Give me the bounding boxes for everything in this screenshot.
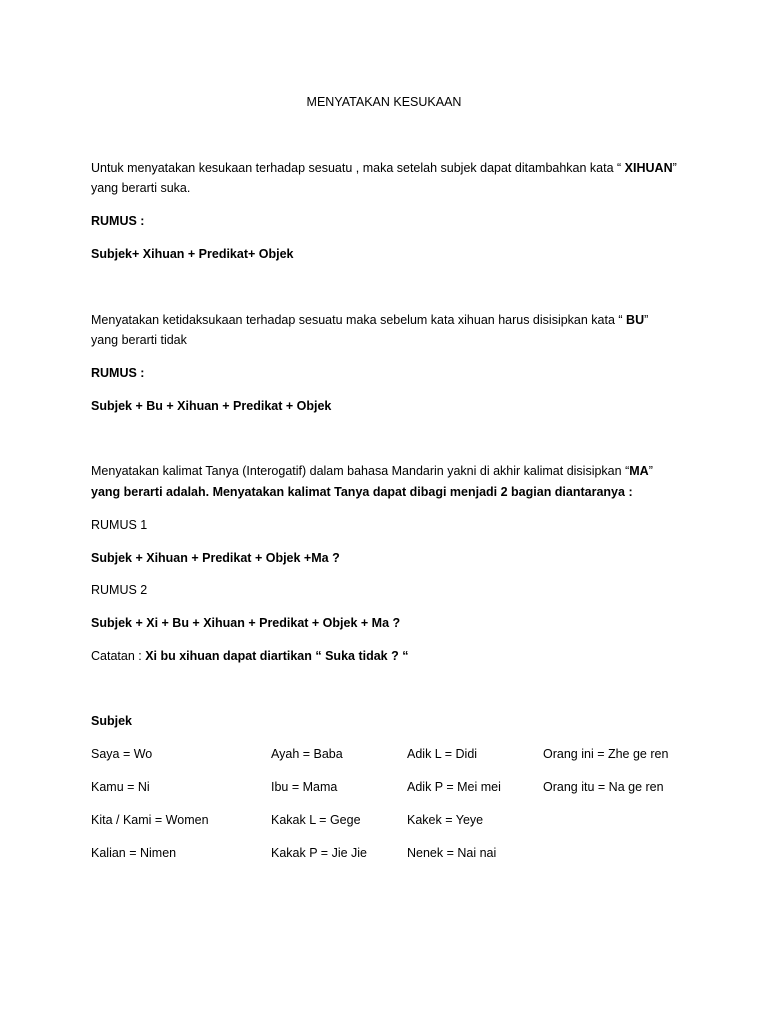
section2-intro-line2: yang berarti tidak: [91, 333, 187, 347]
table-cell: Saya = Wo: [91, 747, 153, 761]
catatan-label: Catatan :: [91, 649, 146, 663]
section1-keyword: XIHUAN: [624, 161, 673, 175]
section3-rumus1-label: RUMUS 1: [91, 518, 148, 532]
section1-intro-line2: yang berarti suka.: [91, 181, 191, 195]
section1-formula: Subjek+ Xihuan + Predikat+ Objek: [91, 247, 294, 261]
section3-intro-line2: yang berarti adalah. Menyatakan kalimat Tanya dapat dibagi menjadi 2 bagian diantaranya :: [91, 485, 633, 499]
table-cell: Kalian = Nimen: [91, 846, 177, 860]
section2-intro-line1: [91, 312, 648, 328]
table-cell: Kakak P = Jie Jie: [271, 846, 368, 860]
section2-rumus-label: RUMUS :: [91, 366, 145, 380]
section3-rumus2-label: RUMUS 2: [91, 583, 148, 597]
table-cell: Orang itu = Na ge ren: [543, 780, 664, 794]
section3-keyword: MA: [629, 464, 649, 478]
section2-quote-close: ”: [644, 313, 649, 327]
section2-intro-text: Menyatakan ketidaksukaan terhadap sesuatu maka sebelum kata xihuan harus disisipkan kata “: [91, 313, 627, 327]
table-cell: Kakek = Yeye: [407, 813, 484, 827]
section1-quote-close: ”: [672, 161, 677, 175]
table-cell: Adik L = Didi: [407, 747, 478, 761]
table-cell: Nenek = Nai nai: [407, 846, 497, 860]
section1-intro-line1: [91, 160, 677, 176]
table-cell: Kamu = Ni: [91, 780, 150, 794]
section2-formula: Subjek + Bu + Xihuan + Predikat + Objek: [91, 399, 332, 413]
section2-keyword: BU: [626, 313, 645, 327]
section3-quote-close: ”: [648, 464, 653, 478]
table-cell: Ayah = Baba: [271, 747, 343, 761]
table-cell: Kakak L = Gege: [271, 813, 361, 827]
section3-formula1: Subjek + Xihuan + Predikat + Objek +Ma ?: [91, 551, 340, 565]
section1-intro-text: Untuk menyatakan kesukaan terhadap sesuatu , maka setelah subjek dapat ditambahkan kata “: [91, 161, 625, 175]
table-cell: Orang ini = Zhe ge ren: [543, 747, 669, 761]
section3-intro-text: Menyatakan kalimat Tanya (Interogatif) dalam bahasa Mandarin yakni di akhir kalimat disisipkan “: [91, 464, 630, 478]
section3-catatan: [91, 648, 408, 664]
section3-intro-line1: [91, 463, 653, 479]
subjek-heading: Subjek: [91, 714, 132, 728]
section1-rumus-label: RUMUS :: [91, 214, 145, 228]
table-cell: Ibu = Mama: [271, 780, 338, 794]
page-title: MENYATAKAN KESUKAAN: [306, 95, 462, 109]
table-cell: Kita / Kami = Women: [91, 813, 209, 827]
catatan-text: Xi bu xihuan dapat diartikan “ Suka tidak ? “: [145, 649, 409, 663]
table-cell: Adik P = Mei mei: [407, 780, 501, 794]
section3-formula2: Subjek + Xi + Bu + Xihuan + Predikat + Objek + Ma ?: [91, 616, 401, 630]
